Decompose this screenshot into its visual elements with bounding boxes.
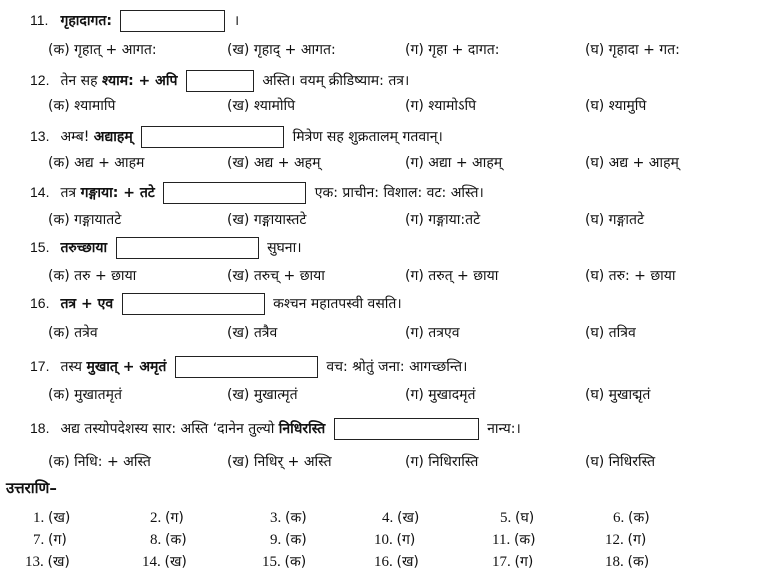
- question-number: 15.: [30, 239, 50, 255]
- option-3[interactable]: [405, 323, 460, 343]
- option-4[interactable]: [585, 210, 644, 230]
- option-label: (क): [48, 387, 75, 403]
- answer-number: 2.: [150, 510, 165, 526]
- option-label: (ख): [227, 155, 254, 171]
- option-label: (घ): [585, 42, 609, 58]
- option-3[interactable]: [405, 266, 498, 286]
- answer-item: [374, 552, 419, 571]
- question-number: 18.: [30, 420, 50, 436]
- option-label: (घ): [585, 454, 609, 470]
- option-text: गङ्गातटे: [608, 212, 645, 228]
- answer-number: 1.: [33, 510, 48, 526]
- question-post-text: नान्य:।: [487, 421, 521, 437]
- answer-item: [25, 552, 70, 571]
- answer-number: 18.: [605, 554, 628, 570]
- answer-number: 12.: [605, 532, 628, 548]
- option-2[interactable]: [227, 266, 325, 286]
- option-1[interactable]: [48, 96, 115, 116]
- answer-number: 14.: [142, 554, 165, 570]
- question-number: 12.: [30, 72, 50, 88]
- option-1[interactable]: [48, 385, 122, 405]
- option-text: गङ्गायातटे: [74, 212, 122, 228]
- question-bold-text: श्याम: + अपि: [102, 73, 178, 89]
- answers-heading: उत्तराणि–: [6, 479, 57, 497]
- option-label: (ख): [227, 454, 254, 470]
- option-text: मुखादमृतं: [428, 387, 476, 403]
- question-pre-text: तत्र: [60, 185, 81, 201]
- answer-choice: (क): [513, 532, 536, 548]
- answer-choice: (क): [628, 510, 650, 526]
- answer-item: [270, 508, 307, 527]
- question-number: 14.: [30, 184, 50, 200]
- question-number: 17.: [30, 358, 50, 374]
- option-3[interactable]: [405, 153, 502, 173]
- option-label: (क): [48, 325, 75, 341]
- answer-item: [33, 508, 70, 527]
- option-label: (ग): [405, 42, 429, 58]
- option-text: श्यामापि: [74, 98, 116, 114]
- option-label: (क): [48, 155, 75, 171]
- answer-number: 15.: [262, 554, 285, 570]
- question-bold-text: तत्र + एव: [60, 296, 114, 312]
- option-text: गृहादा + गत:: [608, 42, 680, 58]
- option-text: तत्रिव: [608, 325, 636, 341]
- option-text: गृहाद् + आगत:: [253, 42, 336, 58]
- option-label: (क): [48, 212, 75, 228]
- option-2[interactable]: [227, 96, 295, 116]
- option-label: (ग): [405, 98, 429, 114]
- option-2[interactable]: [227, 323, 277, 343]
- answer-blank-box[interactable]: [175, 356, 318, 378]
- option-label: (ग): [405, 155, 429, 171]
- option-4[interactable]: [585, 452, 655, 472]
- option-3[interactable]: [405, 40, 499, 60]
- question-post-text: ।: [233, 13, 240, 29]
- answer-number: 17.: [492, 554, 515, 570]
- answer-choice: (ग): [627, 532, 647, 548]
- answer-item: [150, 508, 184, 527]
- option-label: (ग): [405, 387, 429, 403]
- option-3[interactable]: [405, 210, 480, 230]
- option-label: (घ): [585, 98, 609, 114]
- answer-choice: (क): [627, 554, 650, 570]
- option-text: श्यामुपि: [608, 98, 647, 114]
- question-post-text: एक: प्राचीन: विशाल: वट: अस्ति।: [314, 185, 484, 201]
- option-3[interactable]: [405, 96, 476, 116]
- answer-blank-box[interactable]: [163, 182, 306, 204]
- answer-number: 7.: [33, 532, 48, 548]
- option-text: तरुच् + छाया: [253, 268, 325, 284]
- question-number: 13.: [30, 128, 50, 144]
- option-2[interactable]: [227, 153, 320, 173]
- question-pre-text: तेन सह: [60, 73, 103, 89]
- answer-choice: (ख): [396, 554, 419, 570]
- answer-choice: (ख): [47, 554, 70, 570]
- answer-number: 8.: [150, 532, 165, 548]
- answer-number: 9.: [270, 532, 285, 548]
- answer-blank-box[interactable]: [141, 126, 284, 148]
- option-text: तत्रएव: [428, 325, 460, 341]
- question-post-text: अस्ति। वयम् क्रीडिष्याम: तत्र।: [262, 73, 410, 89]
- answer-item: [492, 530, 536, 549]
- answer-choice: (ग): [396, 532, 416, 548]
- option-1[interactable]: [48, 40, 157, 60]
- option-4[interactable]: [585, 96, 646, 116]
- question-number: 16.: [30, 295, 50, 311]
- answer-choice: (ख): [164, 554, 187, 570]
- option-text: गङ्गायास्तटे: [253, 212, 307, 228]
- answer-number: 4.: [382, 510, 397, 526]
- answer-number: 11.: [492, 532, 514, 548]
- answer-blank-box[interactable]: [120, 10, 225, 32]
- option-label: (क): [48, 98, 75, 114]
- answer-choice: (ग): [514, 554, 534, 570]
- question-stem: [30, 418, 521, 440]
- option-label: (ख): [227, 268, 254, 284]
- option-text: तरु + छाया: [74, 268, 137, 284]
- option-3[interactable]: [405, 452, 478, 472]
- answer-item: [613, 508, 650, 527]
- option-label: (ग): [405, 268, 429, 284]
- question-post-text: सुघना।: [267, 240, 302, 256]
- question-bold-text: निधिरस्ति: [278, 421, 326, 437]
- question-bold-text: गृहादागत:: [60, 13, 112, 29]
- option-label: (घ): [585, 155, 609, 171]
- option-4[interactable]: [585, 323, 636, 343]
- answer-item: [33, 530, 67, 549]
- option-4[interactable]: [585, 40, 680, 60]
- option-text: गृहात् + आगत:: [74, 42, 157, 58]
- option-4[interactable]: [585, 153, 679, 173]
- option-1[interactable]: [48, 266, 136, 286]
- option-label: (घ): [585, 268, 609, 284]
- option-1[interactable]: [48, 452, 151, 472]
- option-label: (घ): [585, 212, 609, 228]
- question-stem: [30, 237, 302, 259]
- answer-item: [492, 552, 533, 571]
- option-label: (ग): [405, 454, 429, 470]
- question-post-text: कश्चन महातपस्वी वसति।: [273, 296, 402, 312]
- option-label: (क): [48, 42, 75, 58]
- option-text: तरुत् + छाया: [428, 268, 499, 284]
- option-2[interactable]: [227, 452, 332, 472]
- option-label: (ख): [227, 42, 254, 58]
- option-label: (क): [48, 268, 75, 284]
- question-post-text: वच: श्रोतुं जना: आगच्छन्ति।: [326, 359, 468, 375]
- option-text: श्यामोऽपि: [428, 98, 477, 114]
- question-bold-text: मुखात् + अमृतं: [86, 359, 167, 375]
- answer-item: [150, 530, 187, 549]
- answer-number: 6.: [613, 510, 628, 526]
- option-2[interactable]: [227, 40, 336, 60]
- answer-choice: (क): [284, 554, 307, 570]
- option-1[interactable]: [48, 323, 98, 343]
- answer-choice: (ख): [397, 510, 420, 526]
- option-text: निधिरास्ति: [428, 454, 479, 470]
- answer-number: 16.: [374, 554, 397, 570]
- question-number: 11.: [30, 12, 49, 28]
- answer-item: [605, 530, 646, 549]
- question-stem: [30, 10, 239, 32]
- question-post-text: मित्रेण सह शुक्रतालम् गतवान्।: [292, 129, 443, 145]
- answer-item: [262, 552, 306, 571]
- answer-number: 3.: [270, 510, 285, 526]
- option-text: तत्रेव: [74, 325, 98, 341]
- option-text: मुखात्मृतं: [253, 387, 298, 403]
- option-1[interactable]: [48, 210, 121, 230]
- answer-item: [374, 530, 415, 549]
- answer-blank-box[interactable]: [122, 293, 265, 315]
- option-text: गङ्गाया:तटे: [428, 212, 481, 228]
- question-stem: [30, 293, 402, 315]
- answer-item: [270, 530, 307, 549]
- question-stem: [30, 126, 443, 148]
- option-label: (घ): [585, 325, 609, 341]
- option-text: मुखातमृतं: [74, 387, 122, 403]
- option-label: (घ): [585, 387, 609, 403]
- option-label: (ख): [227, 325, 254, 341]
- option-label: (ख): [227, 212, 254, 228]
- option-text: श्यामोपि: [253, 98, 296, 114]
- option-text: अद्य + आहम्: [608, 155, 679, 171]
- answer-blank-box[interactable]: [334, 418, 479, 440]
- answer-choice: (क): [165, 532, 187, 548]
- question-pre-text: अम्ब!: [60, 129, 94, 145]
- option-text: मुखाद्मृतं: [608, 387, 651, 403]
- option-1[interactable]: [48, 153, 144, 173]
- answer-choice: (ख): [48, 510, 71, 526]
- option-label: (क): [48, 454, 75, 470]
- option-4[interactable]: [585, 385, 650, 405]
- answer-number: 5.: [500, 510, 515, 526]
- option-text: निधिरस्ति: [608, 454, 656, 470]
- question-bold-text: गङ्गाया: + तटे: [80, 185, 155, 201]
- option-2[interactable]: [227, 210, 306, 230]
- question-stem: [30, 356, 467, 378]
- option-text: तरु: + छाया: [608, 268, 676, 284]
- option-3[interactable]: [405, 385, 476, 405]
- question-pre-text: तस्य: [60, 359, 87, 375]
- option-label: (ग): [405, 325, 429, 341]
- option-label: (ख): [227, 387, 254, 403]
- option-text: अद्य + आहम: [74, 155, 145, 171]
- option-2[interactable]: [227, 385, 298, 405]
- answer-choice: (घ): [515, 510, 535, 526]
- answer-blank-box[interactable]: [116, 237, 259, 259]
- answer-blank-box[interactable]: [186, 70, 254, 92]
- answer-choice: (क): [285, 510, 307, 526]
- question-stem: [30, 70, 409, 92]
- option-label: (ग): [405, 212, 429, 228]
- answer-item: [142, 552, 187, 571]
- question-bold-text: अद्याहम्: [93, 129, 133, 145]
- answer-choice: (ग): [48, 532, 67, 548]
- question-stem: [30, 182, 484, 204]
- answer-item: [382, 508, 419, 527]
- option-text: निधि: + अस्ति: [74, 454, 151, 470]
- option-text: निधिर् + अस्ति: [253, 454, 332, 470]
- answer-choice: (क): [285, 532, 307, 548]
- option-text: अद्य + अहम्: [253, 155, 321, 171]
- answer-number: 10.: [374, 532, 397, 548]
- option-text: अद्या + आहम्: [428, 155, 503, 171]
- answer-number: 13.: [25, 554, 48, 570]
- answer-choice: (ग): [165, 510, 184, 526]
- option-text: गृहा + दागत:: [428, 42, 500, 58]
- option-text: तत्रैव: [253, 325, 278, 341]
- option-4[interactable]: [585, 266, 676, 286]
- question-pre-text: अद्य तस्योपदेशस्य सार: अस्ति ‘दानेन तुल्यो: [60, 421, 279, 437]
- question-bold-text: तरुच्छाया: [60, 240, 108, 256]
- option-label: (ख): [227, 98, 254, 114]
- answer-item: [605, 552, 649, 571]
- answer-item: [500, 508, 534, 527]
